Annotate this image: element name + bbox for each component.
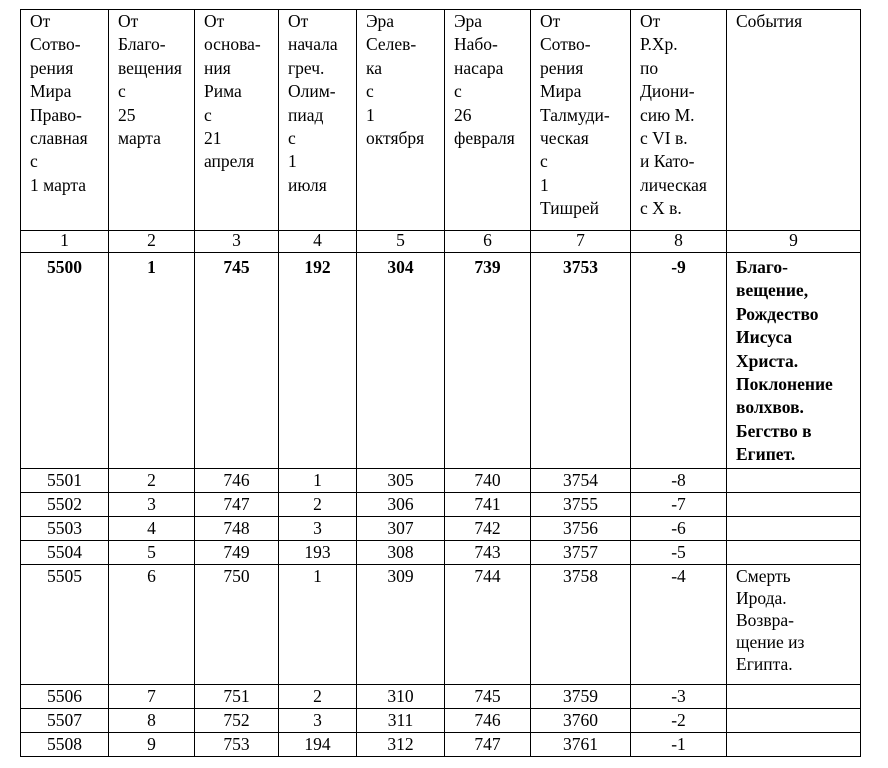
header-cell-creation-talmudic: От Сотво- рения Мира Талмуди- ческая с 1 Тишрей [531, 10, 631, 231]
year-cell: -1 [631, 733, 727, 757]
column-number-cell: 9 [727, 231, 861, 253]
year-cell: 306 [357, 493, 445, 517]
year-cell: 750 [195, 565, 279, 685]
year-cell: 305 [357, 469, 445, 493]
year-cell: 194 [279, 733, 357, 757]
column-number-row [21, 231, 861, 253]
event-cell [727, 469, 861, 493]
header-cell-founding-of-rome: От основа- ния Рима с 21 апреля [195, 10, 279, 231]
event-cell: Благо- вещение, Рождество Иисуса Христа. Поклонение волхвов. Бегство в Египет. [727, 253, 861, 469]
table-row [21, 709, 861, 733]
table-row [21, 565, 861, 685]
year-cell: 3 [279, 517, 357, 541]
header-cell-anno-domini: От Р.Хр. по Диони- сию М. с VI в. и Като- лическая с Х в. [631, 10, 727, 231]
year-cell: 2 [279, 685, 357, 709]
event-cell [727, 493, 861, 517]
year-cell: 3753 [531, 253, 631, 469]
year-cell: 308 [357, 541, 445, 565]
year-cell: 746 [445, 709, 531, 733]
year-cell: 3 [109, 493, 195, 517]
year-cell: 5 [109, 541, 195, 565]
year-cell: 746 [195, 469, 279, 493]
year-cell: 1 [279, 565, 357, 685]
year-cell: 748 [195, 517, 279, 541]
year-cell: 5506 [21, 685, 109, 709]
table-row [21, 493, 861, 517]
table-row [21, 469, 861, 493]
year-cell: -8 [631, 469, 727, 493]
year-cell: 5501 [21, 469, 109, 493]
year-cell: 5500 [21, 253, 109, 469]
header-cell-annunciation: От Благо- вещения с 25 марта [109, 10, 195, 231]
header-cell-events: События [727, 10, 861, 231]
year-cell: 193 [279, 541, 357, 565]
year-cell: 743 [445, 541, 531, 565]
year-cell: 2 [279, 493, 357, 517]
year-cell: 5504 [21, 541, 109, 565]
table-row [21, 253, 861, 469]
column-number-cell: 3 [195, 231, 279, 253]
table-row [21, 685, 861, 709]
year-cell: -3 [631, 685, 727, 709]
column-number-cell: 1 [21, 231, 109, 253]
year-cell: 3760 [531, 709, 631, 733]
year-cell: -4 [631, 565, 727, 685]
year-cell: 304 [357, 253, 445, 469]
event-cell: Смерть Ирода. Возвра- щение из Египта. [727, 565, 861, 685]
year-cell: 749 [195, 541, 279, 565]
year-cell: 3 [279, 709, 357, 733]
year-cell: 5505 [21, 565, 109, 685]
year-cell: 5502 [21, 493, 109, 517]
year-cell: 2 [109, 469, 195, 493]
year-cell: 5503 [21, 517, 109, 541]
year-cell: -6 [631, 517, 727, 541]
year-cell: 745 [445, 685, 531, 709]
table-row [21, 517, 861, 541]
header-cell-creation-orthodox: От Сотво- рения Мира Право- славная с 1 марта [21, 10, 109, 231]
column-number-cell: 2 [109, 231, 195, 253]
year-cell: 1 [109, 253, 195, 469]
year-cell: 3757 [531, 541, 631, 565]
year-cell: 6 [109, 565, 195, 685]
year-cell: 740 [445, 469, 531, 493]
year-cell: 3756 [531, 517, 631, 541]
column-number-cell: 5 [357, 231, 445, 253]
table-row [21, 541, 861, 565]
year-cell: -2 [631, 709, 727, 733]
column-number-cell: 7 [531, 231, 631, 253]
year-cell: 192 [279, 253, 357, 469]
year-cell: 3754 [531, 469, 631, 493]
year-cell: -9 [631, 253, 727, 469]
year-cell: 747 [195, 493, 279, 517]
year-cell: 7 [109, 685, 195, 709]
year-cell: 3755 [531, 493, 631, 517]
year-cell: 312 [357, 733, 445, 757]
year-cell: 739 [445, 253, 531, 469]
year-cell: 5507 [21, 709, 109, 733]
header-cell-olympiads: От начала греч. Олим- пиад с 1 июля [279, 10, 357, 231]
year-cell: -5 [631, 541, 727, 565]
header-cell-seleucid-era: Эра Селев- ка с 1 октября [357, 10, 445, 231]
year-cell: 307 [357, 517, 445, 541]
event-cell [727, 733, 861, 757]
event-cell [727, 541, 861, 565]
year-cell: 311 [357, 709, 445, 733]
year-cell: 3759 [531, 685, 631, 709]
chronology-table [20, 9, 861, 757]
header-row [21, 10, 861, 231]
year-cell: 753 [195, 733, 279, 757]
year-cell: 745 [195, 253, 279, 469]
year-cell: 751 [195, 685, 279, 709]
header-cell-nabonassar-era: Эра Набо- насара с 26 февраля [445, 10, 531, 231]
column-number-cell: 4 [279, 231, 357, 253]
year-cell: 5508 [21, 733, 109, 757]
year-cell: 9 [109, 733, 195, 757]
year-cell: 744 [445, 565, 531, 685]
year-cell: 741 [445, 493, 531, 517]
column-number-cell: 6 [445, 231, 531, 253]
event-cell [727, 685, 861, 709]
year-cell: 309 [357, 565, 445, 685]
event-cell [727, 709, 861, 733]
year-cell: 3761 [531, 733, 631, 757]
year-cell: 4 [109, 517, 195, 541]
year-cell: 742 [445, 517, 531, 541]
table-row [21, 733, 861, 757]
year-cell: 310 [357, 685, 445, 709]
year-cell: 8 [109, 709, 195, 733]
year-cell: 1 [279, 469, 357, 493]
year-cell: -7 [631, 493, 727, 517]
year-cell: 3758 [531, 565, 631, 685]
year-cell: 747 [445, 733, 531, 757]
year-cell: 752 [195, 709, 279, 733]
column-number-cell: 8 [631, 231, 727, 253]
event-cell [727, 517, 861, 541]
